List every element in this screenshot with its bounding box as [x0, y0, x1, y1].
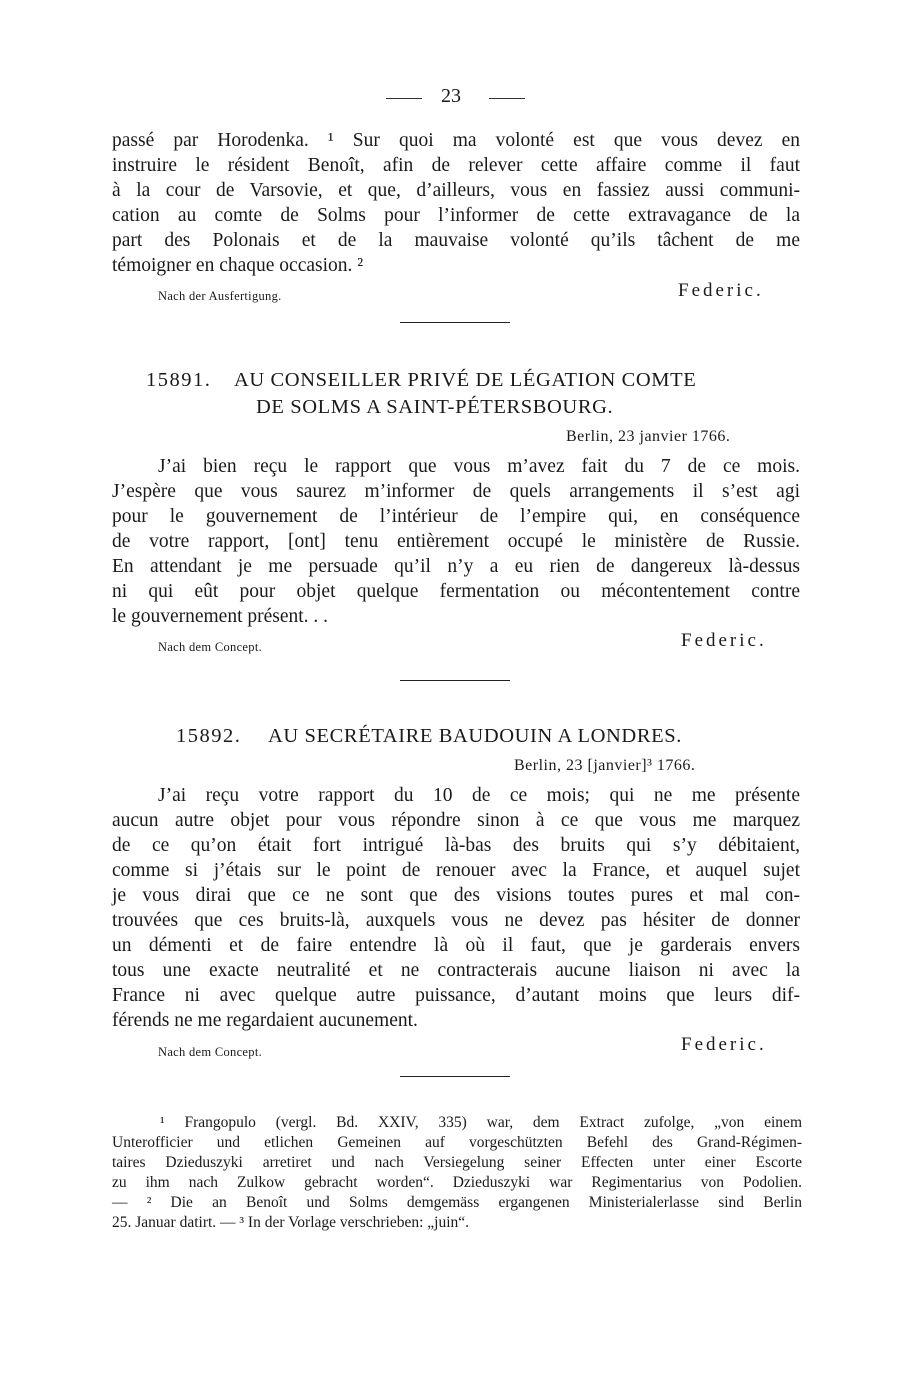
section-divider [400, 322, 510, 323]
text-line: à la cour de Varsovie, et que, d’ailleurs, vous en fassiez aussi communi- [112, 180, 800, 201]
text-line: France ni avec quelque autre puissance, d’autant moins que leurs dif- [112, 985, 800, 1006]
text-line: J’ai reçu votre rapport du 10 de ce mois; qui ne me présente [158, 785, 800, 806]
text-line: trouvées que ces bruits-là, auxquels vous ne devez pas hésiter de donner [112, 910, 800, 931]
text-line: tous une exacte neutralité et ne contracterais aucune liaison ni avec la [112, 960, 800, 981]
page-number: 23 [441, 85, 461, 107]
footnote-line: 25. Januar datirt. — ³ In der Vorlage verschrieben: „juin“. [112, 1214, 470, 1231]
source-note: Nach dem Concept. [158, 640, 263, 654]
text-line: instruire le résident Benoît, afin de relever cette affaire comme il faut [112, 155, 800, 176]
text-line: férends ne me regardaient aucunement. [112, 1010, 418, 1031]
text-line: ni qui eût pour objet quelque fermentation ou mécontentement contre [112, 581, 800, 602]
text-line: comme si j’étais sur le point de renouer avec la France, et auquel sujet [112, 860, 800, 881]
header-dash-left [386, 98, 422, 99]
footnote-line: — ² Die an Benoît und Solms demgemäss ergangenen Ministerialerlasse sind Berlin [112, 1194, 802, 1211]
dateline: Berlin, 23 [janvier]³ 1766. [514, 757, 696, 774]
letter-number: 15892. [176, 725, 242, 747]
letter-title: AU CONSEILLER PRIVÉ DE LÉGATION COMTE [234, 369, 697, 391]
text-line: J’espère que vous saurez m’informer de quels arrangements il s’est agi [112, 481, 800, 502]
text-line: témoigner en chaque occasion. ² [112, 255, 364, 276]
letter-number: 15891. [146, 369, 212, 391]
footnote-line: taires Dzieduszyki arretiret und nach Versiegelung seiner Effecten unter einer Escorte [112, 1154, 802, 1171]
text-line: passé par Horodenka. ¹ Sur quoi ma volonté est que vous devez en [112, 130, 800, 151]
signature: Federic. [678, 280, 764, 301]
text-line: le gouvernement présent. . . [112, 606, 329, 627]
signature: Federic. [681, 630, 767, 651]
letter-title: DE SOLMS A SAINT-PÉTERSBOURG. [256, 396, 614, 418]
footnote-line: zu ihm nach Zulkow gebracht worden“. Dzieduszyki war Regimentarius von Podolien. [112, 1174, 802, 1191]
text-line: J’ai bien reçu le rapport que vous m’avez fait du 7 de ce mois. [158, 456, 800, 477]
text-line: de votre rapport, [ont] tenu entièrement occupé le ministère de Russie. [112, 531, 800, 552]
text-line: de ce qu’on était fort intrigué là-bas des bruits qui s’y débitaient, [112, 835, 800, 856]
text-line: je vous dirai que ce ne sont que des visions toutes pures et mal con- [112, 885, 800, 906]
source-note: Nach dem Concept. [158, 1045, 263, 1059]
text-line: cation au comte de Solms pour l’informer de cette extravagance de la [112, 205, 800, 226]
letter-title: AU SECRÉTAIRE BAUDOUIN A LONDRES. [268, 725, 682, 747]
text-line: aucun autre objet pour vous répondre sinon à ce que vous me marquez [112, 810, 800, 831]
source-note: Nach der Ausfertigung. [158, 289, 282, 303]
text-line: pour le gouvernement de l’intérieur de l’empire qui, en conséquence [112, 506, 800, 527]
text-line: un démenti et de faire entendre là où il faut, que je garderais envers [112, 935, 800, 956]
section-divider [400, 680, 510, 681]
signature: Federic. [681, 1034, 767, 1055]
footnote-line: Unterofficier und etlichen Gemeinen auf vorgeschützten Befehl des Grand-Régimen- [112, 1134, 802, 1151]
footnote-line: ¹ Frangopulo (vergl. Bd. XXIV, 335) war, dem Extract zufolge, „von einem [160, 1114, 802, 1131]
header-dash-right [489, 98, 525, 99]
text-line: En attendant je me persuade qu’il n’y a eu rien de dangereux là-dessus [112, 556, 800, 577]
section-divider [400, 1076, 510, 1077]
text-line: part des Polonais et de la mauvaise volonté qu’ils tâchent de me [112, 230, 800, 251]
dateline: Berlin, 23 janvier 1766. [566, 428, 731, 445]
